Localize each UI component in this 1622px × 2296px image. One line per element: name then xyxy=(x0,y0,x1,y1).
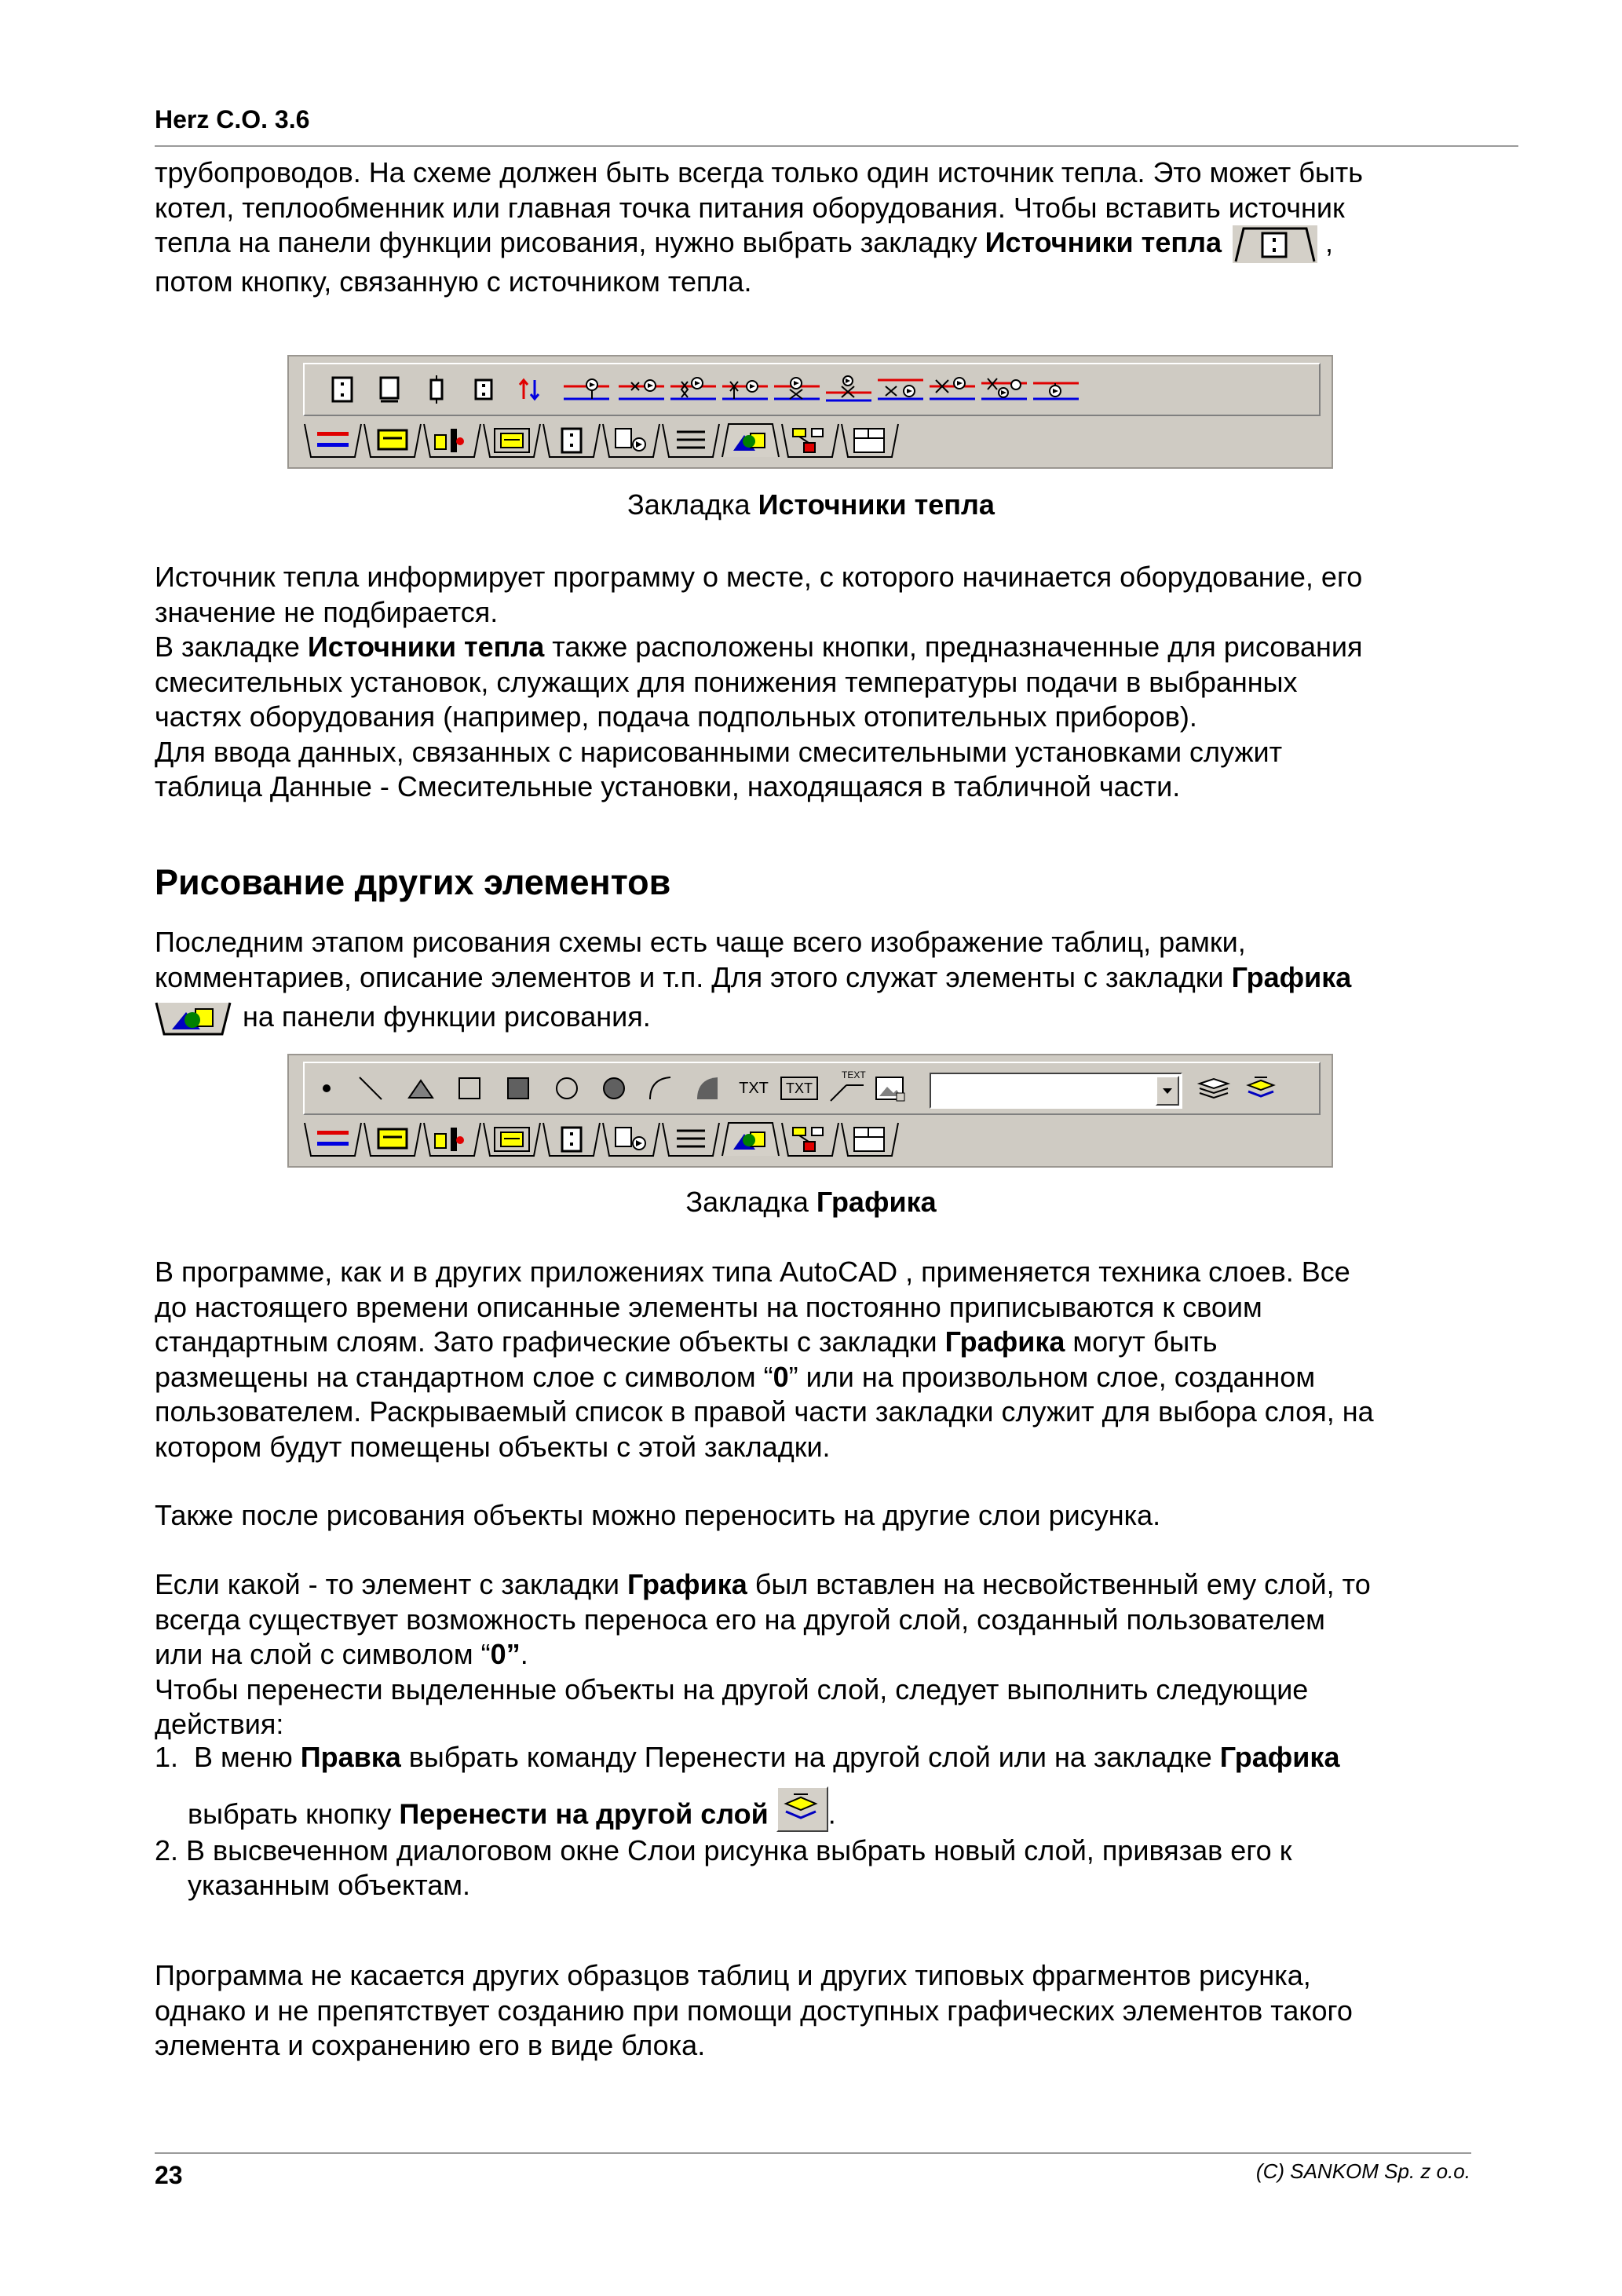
mixing-unit-side-icon[interactable] xyxy=(878,375,923,404)
filled-circle-icon[interactable] xyxy=(600,1074,628,1102)
tab-lists-icon[interactable] xyxy=(661,1121,721,1157)
three-way-valve-icon[interactable] xyxy=(670,375,716,404)
header-rule xyxy=(155,145,1518,147)
source-point-icon[interactable] xyxy=(469,375,498,404)
move-to-layer-icon[interactable] xyxy=(1244,1074,1278,1102)
paragraph-2 xyxy=(155,560,1505,805)
four-way-valve-icon[interactable] xyxy=(722,375,768,404)
text-line: стандартным слоям. Зато графические объекты с закладки Графика могут быть xyxy=(155,1325,1218,1358)
filled-arc-icon[interactable] xyxy=(692,1074,721,1102)
arc-icon[interactable] xyxy=(645,1074,674,1102)
text-line: всегда существует возможность переноса его на другой слой, созданный пользователем xyxy=(155,1603,1325,1636)
insert-picture-icon[interactable] xyxy=(873,1074,908,1102)
graphics-toolbar xyxy=(287,1054,1333,1168)
list-item-continuation: выбрать кнопку Перенести на другой слой . xyxy=(155,1786,1505,1832)
text-line: до настоящего времени описанные элементы на постоянно приписываются к своим xyxy=(155,1290,1262,1323)
text-tool-button[interactable]: TXT xyxy=(739,1080,769,1097)
tab-frame-icon[interactable] xyxy=(840,422,900,459)
text-line: размещены на стандартном слое с символом “0” или на произвольном слое, созданном xyxy=(155,1360,1316,1393)
text-line: Для ввода данных, связанных с нарисованными смесительными установками служит xyxy=(155,735,1283,768)
text-line: смесительных установок, служащих для понижения температуры подачи в выбранных xyxy=(155,665,1298,698)
mixing-unit-top-icon[interactable] xyxy=(826,375,871,404)
text-line: потом кнопку, связанную с источником тепла. xyxy=(155,265,752,298)
text-line: элемента и сохранению его в виде блока. xyxy=(155,2029,706,2061)
paragraph-3 xyxy=(155,925,1505,1036)
mixing-circuit-icon[interactable] xyxy=(930,375,975,404)
paragraph-1 xyxy=(155,155,1505,300)
text-line: В закладке Источники тепла также расположены кнопки, предназначенные для рисования xyxy=(155,631,1363,663)
tab-heat-sources-icon[interactable] xyxy=(542,1121,601,1157)
text-line: Также после рисования объекты можно переносить на другие слои рисунка. xyxy=(155,1499,1161,1531)
tab-frame-icon[interactable] xyxy=(840,1121,900,1157)
toolbar-tabs-row xyxy=(300,1121,1321,1159)
section-heading: Рисование других элементов xyxy=(155,862,671,902)
heat-exchanger-icon[interactable] xyxy=(375,375,404,404)
point-icon[interactable] xyxy=(312,1074,341,1102)
filled-rectangle-icon[interactable] xyxy=(504,1074,532,1102)
layers-icon[interactable] xyxy=(1196,1074,1231,1102)
paragraph-6 xyxy=(155,1567,1505,1742)
text-line: однако и не препятствует созданию при помощи доступных графических элементов такого xyxy=(155,1994,1353,2027)
toolbar-buttons-row xyxy=(303,1062,1321,1115)
tab-valves-icon[interactable] xyxy=(422,422,482,459)
running-header: Herz C.O. 3.6 xyxy=(155,105,310,133)
line-icon[interactable] xyxy=(356,1074,385,1102)
paragraph-4 xyxy=(155,1255,1505,1464)
mixing-bypass-icon[interactable] xyxy=(774,375,820,404)
heat-sources-tab-icon xyxy=(1233,225,1317,263)
tab-radiators-icon[interactable] xyxy=(363,1121,422,1157)
paragraph-5 xyxy=(155,1498,1505,1534)
tab-schema-icon[interactable] xyxy=(780,422,840,459)
text-line: тепла на панели функции рисования, нужно выбрать закладку Источники тепла , xyxy=(155,225,1505,265)
footer-rule xyxy=(155,2152,1471,2154)
text-line: частях оборудования (например, подача подпольных отопительных приборов). xyxy=(155,700,1197,733)
circle-icon[interactable] xyxy=(553,1074,581,1102)
layer-select-dropdown-button[interactable] xyxy=(1156,1076,1179,1106)
figure-caption-heat-sources: Закладка Источники тепла xyxy=(627,488,995,521)
toolbar-buttons-row xyxy=(303,363,1321,416)
graphics-tab-icon xyxy=(155,1001,235,1036)
mixing-valve-icon[interactable] xyxy=(564,375,609,404)
text-line: Программа не касается других образцов таблиц и других типовых фрагментов рисунка, xyxy=(155,1959,1311,1991)
tab-heat-sources-icon[interactable] xyxy=(542,422,601,459)
text-line: Последним этапом рисования схемы есть чаще всего изображение таблиц, рамки, xyxy=(155,926,1246,958)
text-line: Если какой - то элемент с закладки Графика был вставлен на несвойственный ему слой, то xyxy=(155,1568,1371,1600)
framed-text-tool-button[interactable]: TXT xyxy=(780,1077,818,1100)
heat-sources-toolbar xyxy=(287,355,1333,469)
page-number: 23 xyxy=(155,2161,183,2189)
tab-valves-icon[interactable] xyxy=(422,1121,482,1157)
text-line: Источник тепла информирует программу о месте, с которого начинается оборудование, его xyxy=(155,561,1363,593)
chevron-down-icon xyxy=(1157,1077,1178,1104)
tab-equipment-icon[interactable] xyxy=(601,422,661,459)
tab-fittings-icon[interactable] xyxy=(482,422,542,459)
tab-lists-icon[interactable] xyxy=(661,422,721,459)
leader-text-tool-button[interactable]: TEXT xyxy=(827,1074,865,1102)
tab-pipes-icon[interactable] xyxy=(303,422,363,459)
toolbar-tabs-row xyxy=(300,422,1321,460)
mixing-valve-return-icon[interactable] xyxy=(1033,375,1079,404)
text-line: В программе, как и в других приложениях типа AutoCAD , применяется техника слоев. Все xyxy=(155,1256,1350,1288)
text-line: Чтобы перенести выделенные объекты на другой слой, следует выполнить следующие xyxy=(155,1673,1309,1706)
tab-fittings-icon[interactable] xyxy=(482,1121,542,1157)
text-line: комментариев, описание элементов и т.п. Для этого служат элементы с закладки Графика xyxy=(155,960,1352,993)
pipe-pair-icon[interactable] xyxy=(515,375,543,404)
layer-select[interactable] xyxy=(930,1073,1182,1109)
list-item: 1. В меню Правка выбрать команду Перенести на другой слой или на закладке Графика xyxy=(155,1741,1340,1773)
copyright-notice: (C) SANKOM Sp. z o.o. xyxy=(1255,2159,1470,2183)
text-line: котел, теплообменник или главная точка питания оборудования. Чтобы вставить источник xyxy=(155,191,1345,224)
tab-radiators-icon[interactable] xyxy=(363,422,422,459)
triangle-icon[interactable] xyxy=(407,1074,435,1102)
text-line: котором будут помещены объекты с этой закладки. xyxy=(155,1430,831,1463)
tab-schema-icon[interactable] xyxy=(780,1121,840,1157)
figure-caption-graphics: Закладка Графика xyxy=(685,1186,937,1218)
mixing-pump-icon[interactable] xyxy=(619,375,664,404)
move-to-layer-button-icon xyxy=(776,1786,828,1832)
text-line: значение не подбирается. xyxy=(155,595,499,628)
text-line: или на слой с символом “0”. xyxy=(155,1638,528,1670)
boiler-icon[interactable] xyxy=(328,375,356,404)
tab-pipes-icon[interactable] xyxy=(303,1121,363,1157)
list-item-continuation: указанным объектам. xyxy=(188,1869,471,1901)
text-line: пользователем. Раскрываемый список в правой части закладки служит для выбора слоя, на xyxy=(155,1395,1374,1428)
tab-name-heat-sources: Источники тепла xyxy=(985,226,1222,258)
numbered-list xyxy=(155,1740,1505,1903)
tab-equipment-icon[interactable] xyxy=(601,1121,661,1157)
mixing-pump-return-icon[interactable] xyxy=(981,375,1027,404)
tab-graphics-icon[interactable] xyxy=(721,1121,780,1157)
supply-point-icon[interactable] xyxy=(422,375,451,404)
list-item: 2. В высвеченном диалоговом окне Слои рисунка выбрать новый слой, привязав его к xyxy=(155,1834,1292,1866)
rectangle-icon[interactable] xyxy=(455,1074,484,1102)
text-line: на панели функции рисования. xyxy=(155,1000,1505,1036)
text-line: трубопроводов. На схеме должен быть всегда только один источник тепла. Это может быть xyxy=(155,156,1363,188)
text-line: действия: xyxy=(155,1708,284,1740)
text-line: таблица Данные - Смесительные установки, находящаяся в табличной части. xyxy=(155,770,1181,803)
tab-graphics-icon[interactable] xyxy=(721,422,780,459)
paragraph-7 xyxy=(155,1958,1505,2064)
